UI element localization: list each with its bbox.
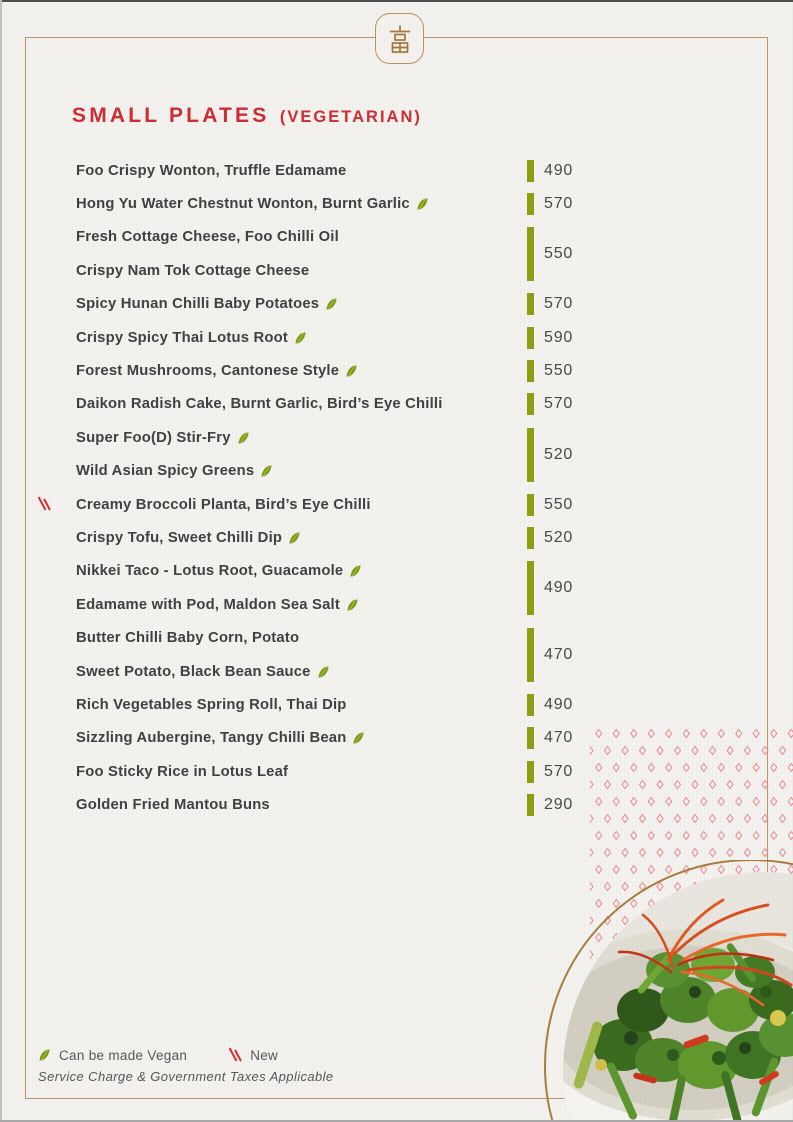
price-value: 470 (544, 645, 574, 663)
menu-group (76, 288, 573, 321)
price-value: 570 (544, 762, 574, 780)
price-value: 590 (544, 328, 574, 346)
menu-item (76, 154, 527, 187)
price-bar (527, 360, 534, 382)
price-column (527, 494, 573, 516)
menu-list (76, 154, 573, 822)
menu-item (76, 621, 527, 654)
price-bar (527, 327, 534, 349)
menu-item-name: Foo Sticky Rice in Lotus Leaf (76, 763, 289, 780)
menu-item-name: Fresh Cottage Cheese, Foo Chilli Oil (76, 229, 339, 246)
vegan-leaf-icon (327, 298, 337, 311)
page-title (72, 104, 422, 128)
menu-item-name: Rich Vegetables Spring Roll, Thai Dip (76, 696, 347, 713)
legend (40, 1047, 278, 1063)
menu-item-name: Sizzling Aubergine, Tangy Chilli Bean (76, 730, 347, 747)
menu-group-items (76, 421, 527, 488)
menu-item-name: Spicy Hunan Chilli Baby Potatoes (76, 296, 320, 313)
menu-group-items (76, 488, 527, 521)
new-chopsticks-icon (229, 1047, 242, 1063)
price-column (527, 193, 573, 215)
dish-photo (523, 860, 793, 1122)
price-value: 550 (544, 495, 574, 513)
price-column (527, 794, 573, 816)
price-bar (527, 293, 534, 315)
restaurant-logo (375, 13, 424, 64)
menu-item (76, 354, 527, 387)
menu-item (76, 555, 527, 588)
menu-group-items (76, 688, 527, 721)
menu-group-items (76, 321, 527, 354)
menu-group-items (76, 788, 527, 821)
menu-item (76, 521, 527, 554)
price-bar (527, 628, 534, 682)
menu-item (76, 288, 527, 321)
price-value: 520 (544, 528, 574, 546)
vegan-leaf-icon (295, 331, 305, 344)
vegan-leaf-icon (238, 431, 248, 444)
menu-item (76, 388, 527, 421)
price-column (527, 694, 573, 716)
logo-chinese-character-icon (387, 24, 413, 54)
menu-item-name: Creamy Broccoli Planta, Bird’s Eye Chilli (76, 496, 371, 513)
menu-group (76, 722, 573, 755)
price-column (527, 761, 573, 783)
menu-group-items (76, 288, 527, 321)
price-column (527, 327, 573, 349)
menu-item-name: Sweet Potato, Black Bean Sauce (76, 663, 311, 680)
new-chopsticks-icon (38, 496, 51, 512)
menu-group (76, 788, 573, 821)
menu-group (76, 354, 573, 387)
price-column (527, 160, 573, 182)
menu-group (76, 321, 573, 354)
price-value: 570 (544, 195, 574, 213)
price-value: 570 (544, 295, 574, 313)
price-bar (527, 561, 534, 615)
menu-group (76, 388, 573, 421)
price-column (527, 360, 573, 382)
menu-item-name: Crispy Tofu, Sweet Chilli Dip (76, 529, 283, 546)
menu-item (76, 254, 527, 287)
vegan-leaf-icon (318, 665, 328, 678)
menu-item-name: Crispy Spicy Thai Lotus Root (76, 329, 288, 346)
menu-item-name: Edamame with Pod, Maldon Sea Salt (76, 596, 340, 613)
vegan-leaf-icon (354, 732, 364, 745)
vegan-leaf-icon (351, 565, 361, 578)
menu-group-items (76, 154, 527, 187)
price-bar (527, 193, 534, 215)
menu-group (76, 755, 573, 788)
vegan-leaf-icon (262, 465, 272, 478)
price-bar (527, 761, 534, 783)
menu-group-items (76, 354, 527, 387)
menu-group-items (76, 555, 527, 622)
price-bar (527, 227, 534, 281)
menu-item-name: Forest Mushrooms, Cantonese Style (76, 363, 340, 380)
menu-item (76, 455, 527, 488)
menu-group (76, 221, 573, 288)
menu-item (76, 588, 527, 621)
menu-item-name: Crispy Nam Tok Cottage Cheese (76, 262, 310, 279)
vegan-leaf-icon (417, 198, 427, 211)
menu-item-name: Foo Crispy Wonton, Truffle Edamame (76, 162, 347, 179)
price-value: 520 (544, 445, 574, 463)
price-bar (527, 494, 534, 516)
price-column (527, 227, 573, 281)
page-title-suffix: (VEGETARIAN) (279, 108, 422, 126)
menu-group-items (76, 187, 527, 220)
menu-group (76, 187, 573, 220)
menu-group (76, 154, 573, 187)
price-bar (527, 393, 534, 415)
menu-group (76, 688, 573, 721)
price-value: 570 (544, 395, 574, 413)
menu-group-items (76, 755, 527, 788)
menu-group-items (76, 388, 527, 421)
menu-item (76, 688, 527, 721)
price-value: 490 (544, 579, 574, 597)
price-bar (527, 527, 534, 549)
price-bar (527, 160, 534, 182)
price-column (527, 628, 573, 682)
price-bar (527, 694, 534, 716)
menu-item (76, 488, 527, 521)
price-column (527, 727, 573, 749)
menu-item (76, 788, 527, 821)
menu-item-name: Wild Asian Spicy Greens (76, 463, 255, 480)
menu-item (76, 421, 527, 454)
menu-item (76, 321, 527, 354)
menu-group (76, 421, 573, 488)
menu-item (76, 655, 527, 688)
menu-group (76, 488, 573, 521)
menu-item-name: Super Foo(D) Stir-Fry (76, 429, 231, 446)
menu-group-items (76, 621, 527, 688)
price-bar (527, 428, 534, 482)
menu-group (76, 621, 573, 688)
menu-item (76, 722, 527, 755)
price-value: 290 (544, 796, 574, 814)
menu-item (76, 755, 527, 788)
menu-item-name: Nikkei Taco - Lotus Root, Guacamole (76, 563, 344, 580)
price-value: 470 (544, 729, 574, 747)
vegan-legend-label: Can be made Vegan (59, 1047, 188, 1063)
price-value: 490 (544, 161, 574, 179)
menu-group-items (76, 521, 527, 554)
vegan-leaf-icon (347, 598, 357, 611)
vegan-leaf-icon (39, 1049, 49, 1062)
price-value: 550 (544, 362, 574, 380)
scan-edge-top (0, 0, 793, 2)
menu-group-items (76, 722, 527, 755)
page-title-main: SMALL PLATES (72, 104, 270, 127)
menu-group-items (76, 221, 527, 288)
menu-item-name: Hong Yu Water Chestnut Wonton, Burnt Garlic (76, 196, 410, 213)
vegan-leaf-icon (290, 532, 300, 545)
price-column (527, 527, 573, 549)
menu-item-name: Daikon Radish Cake, Burnt Garlic, Bird’s Eye Chilli (76, 396, 443, 413)
tax-note: Service Charge & Government Taxes Applicable (38, 1069, 334, 1084)
menu-item-name: Golden Fried Mantou Buns (76, 797, 270, 814)
menu-item (76, 187, 527, 220)
scan-edge-left (0, 0, 2, 1122)
menu-item (76, 221, 527, 254)
price-column (527, 428, 573, 482)
price-bar (527, 727, 534, 749)
menu-item-name: Butter Chilli Baby Corn, Potato (76, 630, 300, 647)
menu-group (76, 521, 573, 554)
new-legend-label: New (250, 1047, 279, 1063)
price-column (527, 393, 573, 415)
vegan-leaf-icon (347, 365, 357, 378)
price-bar (527, 794, 534, 816)
price-column (527, 561, 573, 615)
price-value: 550 (544, 245, 574, 263)
menu-group (76, 555, 573, 622)
price-value: 490 (544, 695, 574, 713)
price-column (527, 293, 573, 315)
